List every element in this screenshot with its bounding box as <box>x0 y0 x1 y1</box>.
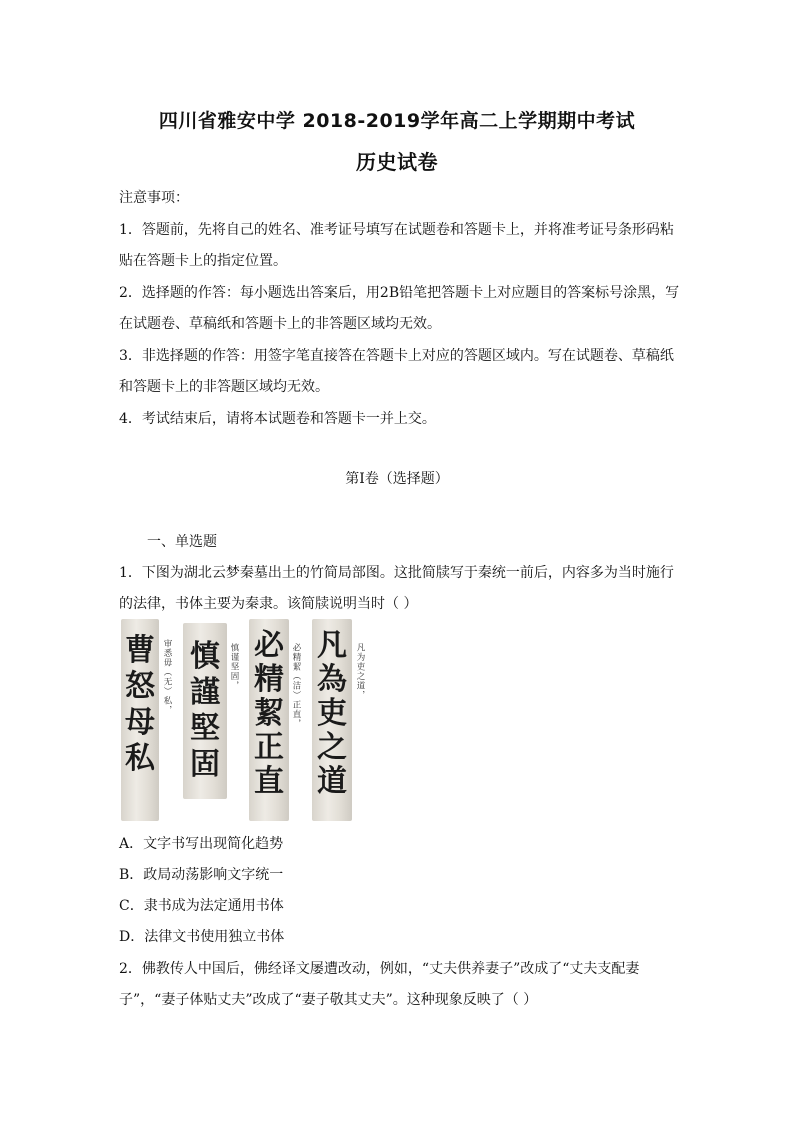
option-b: B．政局动荡影响文字统一 <box>119 867 284 883</box>
exam-title: 四川省雅安中学 2018-2019学年高二上学期期中考试 <box>158 110 636 132</box>
slip-gloss: 慎谨坚固， <box>229 643 239 691</box>
notice-line: 4．考试结束后，请将本试题卷和答题卡一并上交。 <box>119 411 436 427</box>
slip-characters: 凡 為 吏 之 道 <box>317 628 347 799</box>
notice-line: 在试题卷、草稿纸和答题卡上的非答题区域均无效。 <box>119 316 441 332</box>
bamboo-slip <box>249 619 289 821</box>
option-d: D．法律文书使用独立书体 <box>119 929 285 945</box>
notice-line: 和答题卡上的非答题区域均无效。 <box>119 379 329 395</box>
question-2-line: 2．佛教传人中国后，佛经译文屡遭改动，例如，“丈夫供养妻子”改成了“丈夫支配妻 <box>119 961 640 977</box>
option-c: C．隶书成为法定通用书体 <box>119 898 284 914</box>
bamboo-slip <box>183 623 227 799</box>
question-1-line: 1．下图为湖北云梦秦墓出土的竹简局部图。这批简牍写于秦统一前后，内容多为当时施行 <box>119 565 674 581</box>
slip-characters: 必 精 絜 正 直 <box>254 628 284 799</box>
question-2-line: 子”，“妻子体贴丈夫”改成了“妻子敬其丈夫”。这种现象反映了（ ） <box>119 992 538 1008</box>
option-a: A．文字书写出现简化趋势 <box>119 836 284 852</box>
notice-line: 3．非选择题的作答：用签字笔直接答在答题卡上对应的答题区域内。写在试题卷、草稿纸 <box>119 348 674 364</box>
slip-characters: 曹 怒 母 私 <box>125 633 155 776</box>
part-heading: 一、单选题 <box>147 534 217 550</box>
volume-heading: 第I卷（选择题） <box>345 471 449 487</box>
notice-line: 1．答题前，先将自己的姓名、准考证号填写在试题卷和答题卡上，并将准考证号条形码粘 <box>119 222 674 238</box>
bamboo-slip <box>312 619 352 821</box>
question-1-line: 的法律，书体主要为秦隶。该简牍说明当时（ ） <box>119 596 418 612</box>
bamboo-slip <box>121 619 159 821</box>
slip-characters: 慎 謹 堅 固 <box>190 639 220 782</box>
slip-gloss: 凡为吏之道， <box>355 643 365 700</box>
notice-line: 贴在答题卡上的指定位置。 <box>119 253 287 269</box>
exam-subtitle: 历史试卷 <box>356 150 438 174</box>
notice-line: 2．选择题的作答：每小题选出答案后，用2B铅笔把答题卡上对应题目的答案标号涂黑，写 <box>119 285 680 301</box>
slip-gloss: 必精絜（洁）正直， <box>291 643 301 729</box>
slip-gloss: 审悉毋（无）私， <box>162 639 172 715</box>
bamboo-slips-figure <box>119 617 369 823</box>
notice-heading: 注意事项： <box>119 190 189 206</box>
